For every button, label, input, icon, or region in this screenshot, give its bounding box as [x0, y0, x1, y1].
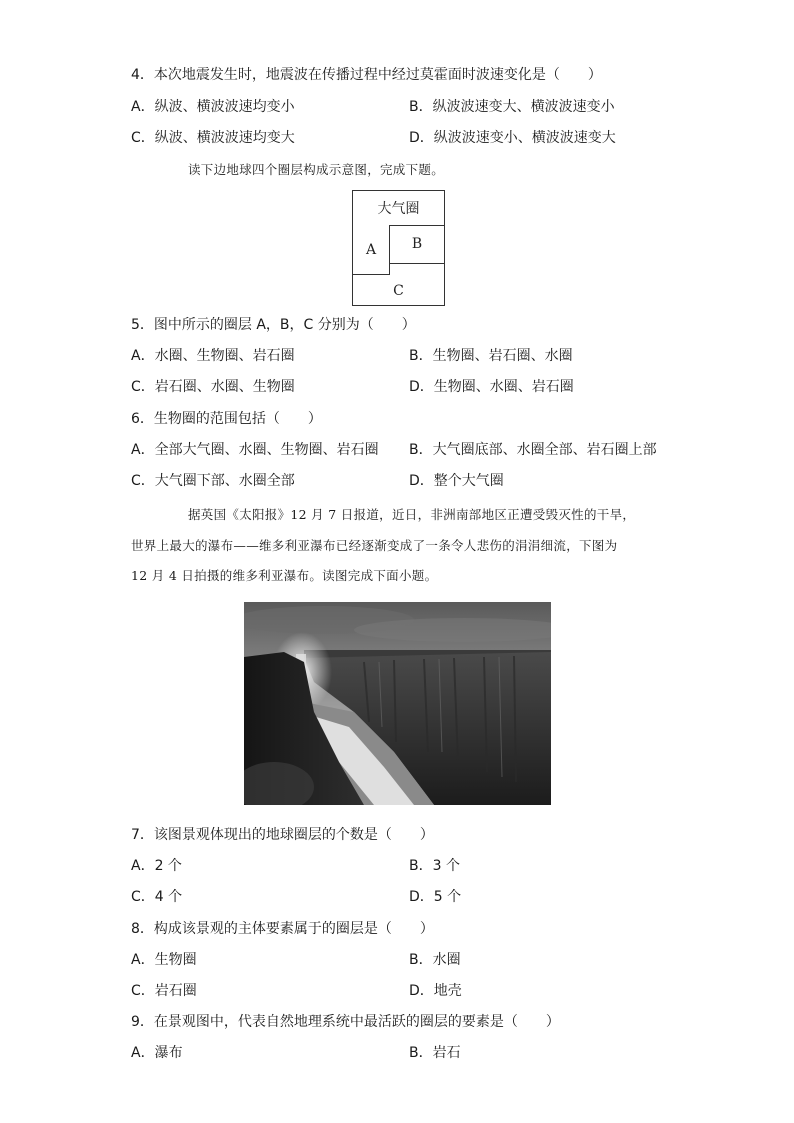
question-9-option-a: A．瀑布 — [131, 1045, 183, 1061]
passage-line-1: 据英国《太阳报》12 月 7 日报道，近日，非洲南部地区正遭受毁灭性的干旱， — [188, 507, 636, 522]
question-6-option-c: C．大气圈下部、水圈全部 — [131, 473, 295, 489]
question-5-stem: 5．图中所示的圈层 A，B，C 分别为（ ） — [131, 317, 416, 333]
question-4-option-d: D．纵波波速变小、横波波速变大 — [409, 130, 616, 146]
question-7-stem: 7．该图景观体现出的地球圈层的个数是（ ） — [131, 827, 434, 843]
diagram-cell-c: C — [393, 282, 404, 299]
question-8-option-c: C．岩石圈 — [131, 983, 197, 999]
question-7-option-b: B．3 个 — [409, 858, 460, 874]
question-5-option-a: A．水圈、生物圈、岩石圈 — [131, 348, 295, 364]
question-9-option-b: B．岩石 — [409, 1045, 461, 1061]
diagram-cell-a: A — [353, 225, 390, 275]
question-6-stem: 6．生物圈的范围包括（ ） — [131, 411, 322, 427]
question-4-option-a: A．纵波、横波波速均变小 — [131, 99, 295, 115]
question-8-option-d: D．地壳 — [409, 983, 462, 999]
question-7-option-c: C．4 个 — [131, 889, 183, 905]
question-5-option-b: B．生物圈、岩石圈、水圈 — [409, 348, 573, 364]
question-4-stem: 4．本次地震发生时，地震波在传播过程中经过莫霍面时波速变化是（ ） — [131, 67, 602, 83]
question-8-option-a: A．生物圈 — [131, 952, 197, 968]
diagram-cell-b: B — [390, 225, 444, 264]
passage-line-2: 世界上最大的瀑布——维多利亚瀑布已经逐渐变成了一条令人悲伤的涓涓细流，下图为 — [131, 538, 618, 553]
passage-line-3: 12 月 4 日拍摄的维多利亚瀑布。读图完成下面小题。 — [131, 568, 438, 583]
diagram-instruction: 读下边地球四个圈层构成示意图，完成下题。 — [188, 162, 445, 177]
earth-spheres-diagram — [352, 190, 445, 306]
question-6-option-b: B．大气圈底部、水圈全部、岩石圈上部 — [409, 442, 657, 458]
question-4-option-b: B．纵波波速变大、横波波速变小 — [409, 99, 615, 115]
question-7-option-a: A．2 个 — [131, 858, 182, 874]
victoria-falls-photo — [244, 602, 551, 805]
question-5-option-c: C．岩石圈、水圈、生物圈 — [131, 379, 295, 395]
question-7-option-d: D．5 个 — [409, 889, 462, 905]
question-8-option-b: B．水圈 — [409, 952, 461, 968]
question-9-stem: 9．在景观图中，代表自然地理系统中最活跃的圈层的要素是（ ） — [131, 1014, 560, 1030]
question-5-option-d: D．生物圈、水圈、岩石圈 — [409, 379, 574, 395]
question-6-option-a: A．全部大气圈、水圈、生物圈、岩石圈 — [131, 442, 379, 458]
question-4-option-c: C．纵波、横波波速均变大 — [131, 130, 295, 146]
diagram-atmosphere-cell: 大气圈 — [353, 191, 444, 226]
question-8-stem: 8．构成该景观的主体要素属于的圈层是（ ） — [131, 921, 434, 937]
question-6-option-d: D．整个大气圈 — [409, 473, 504, 489]
